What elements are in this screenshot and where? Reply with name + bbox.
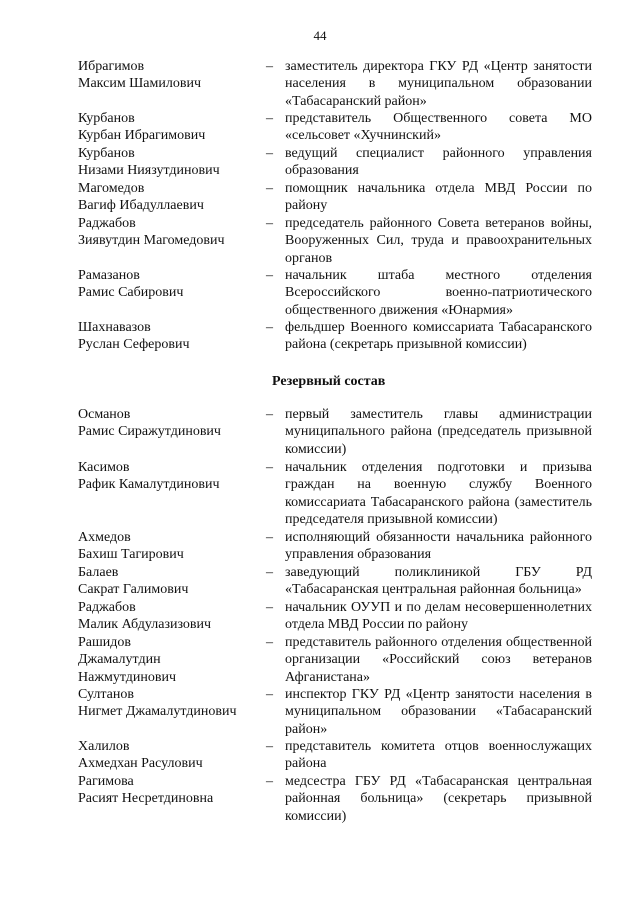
given-name: Курбан Ибрагимович	[78, 128, 206, 144]
dash: –	[266, 530, 273, 545]
surname: Шахнавазов	[78, 320, 151, 335]
surname: Ахмедов	[78, 530, 131, 545]
dash: –	[266, 111, 273, 126]
dash: –	[266, 268, 273, 283]
surname: Раджабов	[78, 600, 136, 615]
dash: –	[266, 460, 273, 475]
given-name: Расият Несретдиновна	[78, 791, 214, 807]
page-number: 44	[313, 28, 327, 43]
member-position: представитель районного отделения общественной организации «Российский союз ветеранов Афганистана»	[285, 635, 592, 685]
member-name	[78, 773, 258, 808]
given-name: Сакрат Галимович	[78, 582, 189, 598]
member-name	[78, 267, 258, 302]
member-name	[78, 215, 258, 250]
dash: –	[266, 181, 273, 196]
member-position: начальник ОУУП и по делам несовершеннолетних отдела МВД России по району	[285, 600, 592, 633]
surname: Рагимова	[78, 774, 134, 789]
dash: –	[266, 687, 273, 702]
dash: –	[266, 565, 273, 580]
given-name: Рамис Сиражутдинович	[78, 424, 221, 440]
member-position: ведущий специалист районного управления образования	[285, 146, 592, 179]
member-position: представитель комитета отцов военнослужащих района	[285, 739, 592, 772]
surname: Рамазанов	[78, 268, 140, 283]
member-name	[78, 110, 258, 145]
member-position: первый заместитель главы администрации муниципального района (председатель призывной комиссии)	[285, 407, 592, 457]
surname: Ибрагимов	[78, 59, 145, 74]
surname: Курбанов	[78, 111, 135, 126]
member-name	[78, 180, 258, 215]
dash: –	[266, 59, 273, 74]
member-name	[78, 145, 258, 180]
member-name	[78, 564, 258, 599]
surname: Халилов	[78, 739, 130, 754]
dash: –	[266, 216, 273, 231]
dash: –	[266, 739, 273, 754]
surname: Курбанов	[78, 146, 135, 161]
member-name	[78, 599, 258, 634]
member-position: заведующий поликлиникой ГБУ РД «Табасаранская центральная районная больница»	[285, 565, 592, 598]
given-name: Рафик Камалутдинович	[78, 477, 220, 493]
given-name: Низами Ниязутдинович	[78, 163, 220, 179]
given-name: Джамалутдин	[78, 652, 161, 668]
member-name	[78, 634, 258, 686]
member-position: начальник отделения подготовки и призыва граждан на военную службу Военного комиссариата Табасаранского района (заместитель председателя призывной комиссии)	[285, 460, 592, 528]
member-position: исполняющий обязанности начальника районного управления образования	[285, 530, 592, 563]
dash: –	[266, 320, 273, 335]
member-position: фельдшер Военного комиссариата Табасаранского района (секретарь призывной комиссии)	[285, 320, 592, 353]
surname: Магомедов	[78, 181, 145, 196]
member-position: инспектор ГКУ РД «Центр занятости населения в муниципальном образовании «Табасаранский район»	[285, 687, 592, 737]
member-position: начальник штаба местного отделения Всероссийского военно-патриотического общественного движения «Юнармия»	[285, 268, 592, 318]
member-position: заместитель директора ГКУ РД «Центр занятости населения в муниципальном образовании «Табасаранский район»	[285, 59, 592, 109]
member-name	[78, 319, 258, 354]
given-name: Зиявутдин Магомедович	[78, 233, 225, 249]
surname: Раджабов	[78, 216, 136, 231]
member-position: представитель Общественного совета МО «сельсовет «Хучнинский»	[285, 111, 592, 144]
given-name: Ахмедхан Расулович	[78, 756, 203, 772]
member-position: председатель районного Совета ветеранов войны, Вооруженных Сил, труда и правоохранительных органов	[285, 216, 592, 266]
member-name	[78, 686, 258, 721]
section-title: Резервный состав	[272, 374, 386, 389]
member-position: помощник начальника отдела МВД России по району	[285, 181, 592, 214]
member-position: медсестра ГБУ РД «Табасаранская центральная районная больница» (секретарь призывной комиссии)	[285, 774, 592, 824]
surname: Балаев	[78, 565, 119, 580]
member-name	[78, 738, 258, 773]
member-name	[78, 406, 258, 441]
member-name	[78, 58, 258, 93]
dash: –	[266, 774, 273, 789]
surname: Рашидов	[78, 635, 132, 650]
surname: Султанов	[78, 687, 134, 702]
given-name: Вагиф Ибадуллаевич	[78, 198, 204, 214]
given-name: Нигмет Джамалутдинович	[78, 704, 237, 720]
dash: –	[266, 146, 273, 161]
patronymic: Нажмутдинович	[78, 669, 177, 685]
given-name: Рамис Сабирович	[78, 285, 184, 301]
member-name	[78, 529, 258, 564]
dash: –	[266, 407, 273, 422]
dash: –	[266, 635, 273, 650]
given-name: Максим Шамилович	[78, 76, 201, 92]
surname: Османов	[78, 407, 131, 422]
member-name	[78, 459, 258, 494]
dash: –	[266, 600, 273, 615]
given-name: Бахиш Тагирович	[78, 547, 184, 563]
surname: Касимов	[78, 460, 130, 475]
given-name: Малик Абдулазизович	[78, 617, 212, 633]
given-name: Руслан Сеферович	[78, 337, 190, 353]
